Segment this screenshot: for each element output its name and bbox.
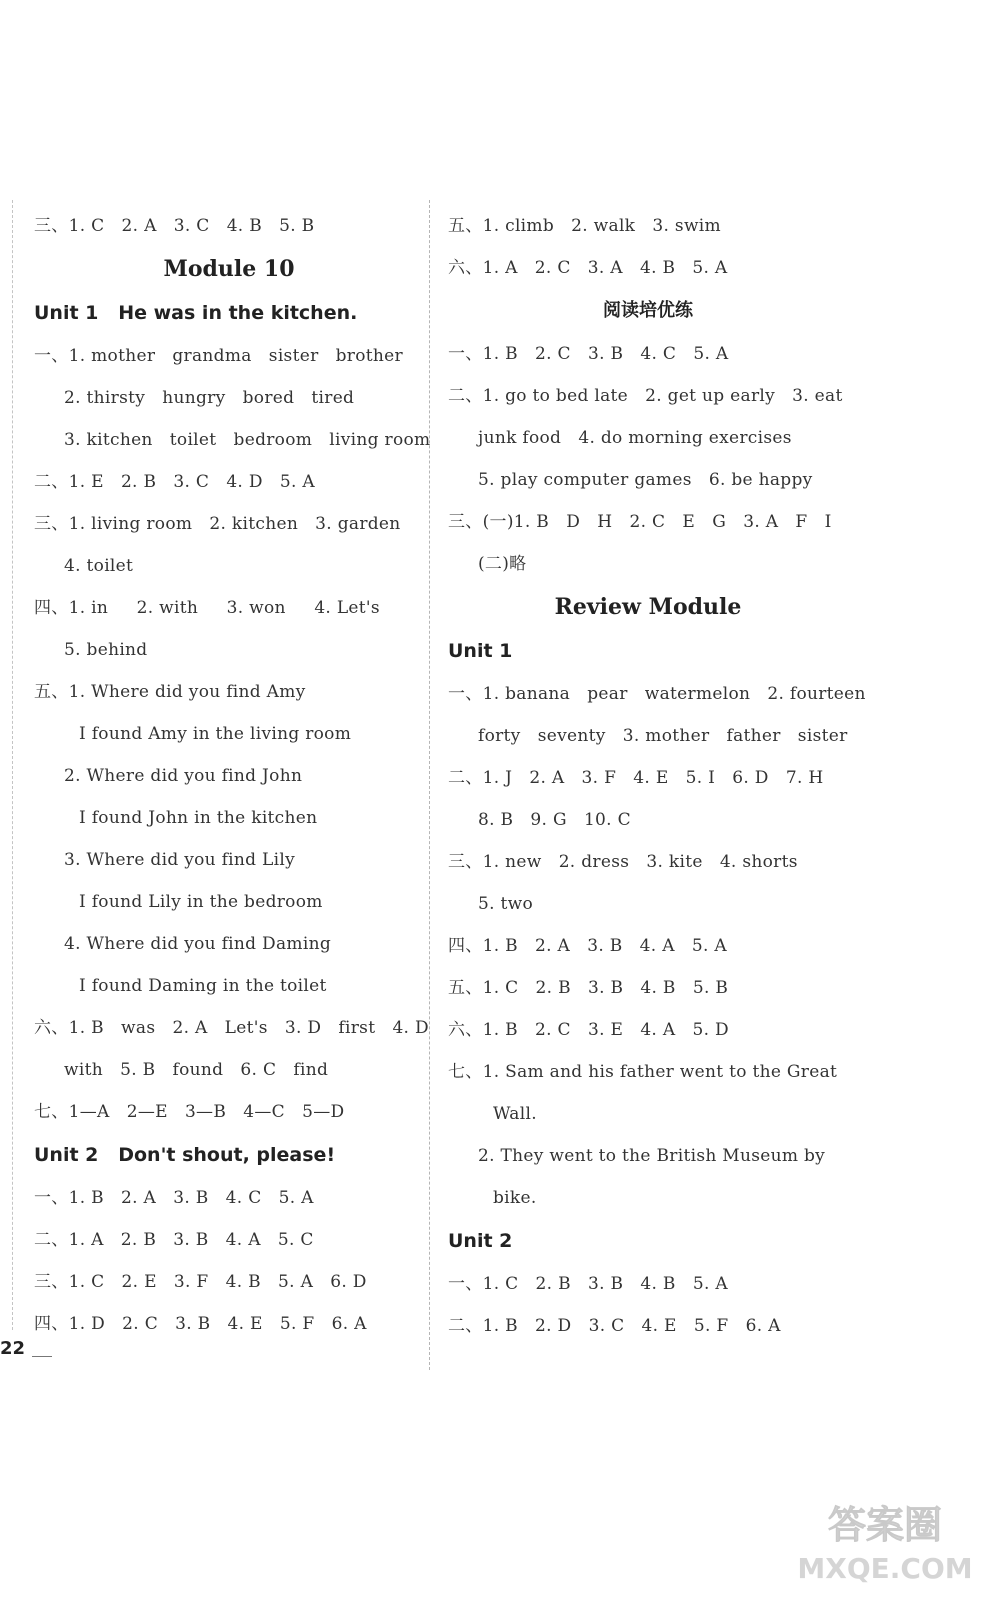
answer-line: 8. B 9. G 10. C [478, 810, 631, 830]
answer-line: 六、1. B 2. C 3. E 4. A 5. D [448, 1020, 729, 1040]
answer-line: 3. kitchen toilet bedroom living room [64, 430, 431, 450]
left-column [34, 205, 431, 1345]
answer-line: 五、1. Where did you find Amy [34, 682, 306, 702]
page-number: 22 [0, 1338, 26, 1359]
answer-line: 三、1. C 2. A 3. C 4. B 5. B [34, 216, 315, 236]
answer-line: forty seventy 3. mother father sister [478, 726, 848, 746]
answer-line: 三、1. living room 2. kitchen 3. garden [34, 514, 401, 534]
answer-line: 七、1. Sam and his father went to the Great [448, 1062, 838, 1082]
answer-line: bike. [493, 1188, 537, 1208]
answer-line: 五、1. C 2. B 3. B 4. B 5. B [448, 978, 729, 998]
module-heading: Review Module [554, 594, 742, 620]
right-column [448, 205, 866, 1347]
answer-line: 四、1. in 2. with 3. won 4. Let's [34, 598, 380, 618]
answer-line: 三、1. C 2. E 3. F 4. B 5. A 6. D [34, 1272, 367, 1292]
answer-line: 2. thirsty hungry bored tired [64, 388, 355, 408]
answer-line: I found Daming in the toilet [79, 976, 327, 996]
unit-heading: Unit 2 [448, 1230, 513, 1252]
answer-line: 4. toilet [64, 556, 134, 576]
answer-line: 一、1. C 2. B 3. B 4. B 5. A [448, 1274, 728, 1294]
answer-line: 六、1. A 2. C 3. A 4. B 5. A [448, 258, 728, 278]
answer-line: 七、1—A 2—E 3—B 4—C 5—D [34, 1102, 345, 1122]
answer-line: 六、1. B was 2. A Let's 3. D first 4. D [34, 1018, 429, 1038]
answer-line: 三、1. new 2. dress 3. kite 4. shorts [448, 852, 798, 872]
page-number-dash [32, 1356, 52, 1357]
answer-line: (二)略 [478, 554, 527, 574]
answer-line: 一、1. banana pear watermelon 2. fourteen [448, 684, 866, 704]
section-heading: 阅读培优练 [603, 300, 693, 321]
answer-line: 二、1. A 2. B 3. B 4. A 5. C [34, 1230, 314, 1250]
unit-heading: Unit 1 He was in the kitchen. [34, 302, 358, 324]
answer-line: 三、(一)1. B D H 2. C E G 3. A F I [448, 512, 832, 532]
module-heading: Module 10 [163, 256, 295, 282]
answer-line: with 5. B found 6. C find [64, 1060, 329, 1080]
unit-heading: Unit 1 [448, 640, 513, 662]
answer-line: 一、1. B 2. A 3. B 4. C 5. A [34, 1188, 314, 1208]
answer-line: 五、1. climb 2. walk 3. swim [448, 216, 721, 236]
answer-line: 四、1. B 2. A 3. B 4. A 5. A [448, 936, 727, 956]
answer-line: 5. behind [64, 640, 148, 660]
column-divider [429, 200, 430, 1370]
watermark-text-cn: 答案圈 [827, 1503, 943, 1547]
answer-line: 二、1. E 2. B 3. C 4. D 5. A [34, 472, 315, 492]
answer-line: 一、1. B 2. C 3. B 4. C 5. A [448, 344, 729, 364]
answer-line: 5. play computer games 6. be happy [478, 470, 813, 490]
answer-line: 四、1. D 2. C 3. B 4. E 5. F 6. A [34, 1314, 367, 1334]
answer-line: 2. Where did you find John [64, 766, 303, 786]
answer-line: I found Amy in the living room [79, 724, 352, 744]
answer-line: I found John in the kitchen [79, 808, 318, 828]
answer-line: 二、1. J 2. A 3. F 4. E 5. I 6. D 7. H [448, 768, 824, 788]
answer-line: 二、1. go to bed late 2. get up early 3. eat [448, 386, 843, 406]
answer-line: Wall. [493, 1104, 537, 1124]
answer-line: junk food 4. do morning exercises [478, 428, 792, 448]
watermark-logo [780, 1490, 990, 1590]
watermark-text-url: MXQE.COM [797, 1552, 973, 1585]
answer-line: 5. two [478, 894, 534, 914]
answer-line: I found Lily in the bedroom [79, 892, 323, 912]
answer-line: 2. They went to the British Museum by [478, 1146, 826, 1166]
answer-line: 4. Where did you find Daming [64, 934, 332, 954]
binding-edge-line [12, 200, 13, 1330]
answer-line: 3. Where did you find Lily [64, 850, 296, 870]
answer-line: 二、1. B 2. D 3. C 4. E 5. F 6. A [448, 1316, 781, 1336]
answer-line: 一、1. mother grandma sister brother [34, 346, 403, 366]
unit-heading: Unit 2 Don't shout, please! [34, 1144, 336, 1166]
